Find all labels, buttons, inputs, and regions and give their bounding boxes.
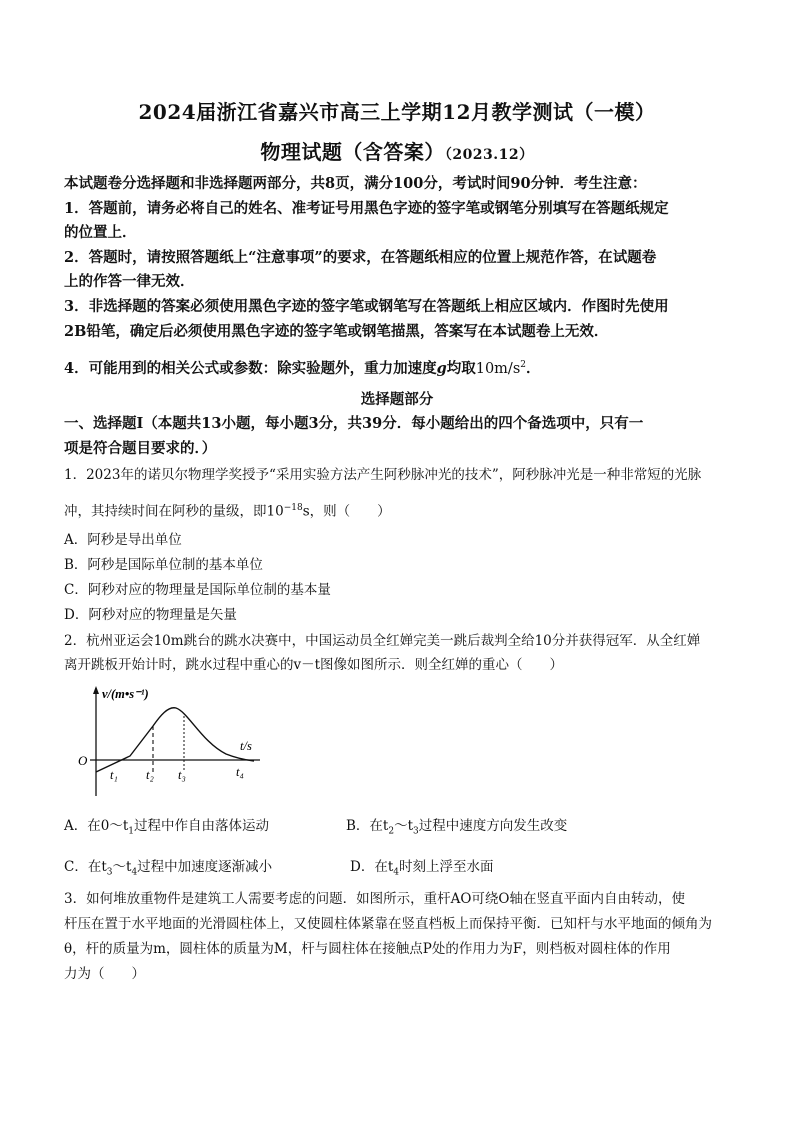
q2-option-b-mid: ～t <box>394 818 414 834</box>
q3-line-1: 3．如何堆放重物件是建筑工人需要考虑的问题．如图所示，重杆AO可绕O轴在竖直平面内自由转动，使 <box>64 891 685 907</box>
q2-line-2: 离开跳板开始计时，跳水过程中重心的v－t图像如图所示．则全红婵的重心（ ） <box>64 657 564 673</box>
q2-line-1: 2．杭州亚运会10m跳台的跳水决赛中，中国运动员全红婵完美一跳后裁判全给10分并获得冠军．从全红婵 <box>64 633 701 649</box>
notice-item-3-line-2: 2B铅笔，确定后必须使用黑色字迹的签字笔或钢笔描黑，答案写在本试题卷上无效． <box>64 323 609 340</box>
q1-option-a: A．阿秒是导出单位 <box>64 532 182 548</box>
q2-option-a <box>64 814 269 837</box>
notice-item-1-line-2: 的位置上． <box>64 224 137 241</box>
notice-item-4-value: 10m/s <box>475 360 521 377</box>
q2-option-b-sub-2: 3 <box>413 826 419 837</box>
vt-graph-tick-t4: t₄ <box>236 765 244 779</box>
notice-item-4-exp: 2 <box>520 360 526 370</box>
q2-option-a-sub: 1 <box>128 826 134 837</box>
q3-line-4: 力为（ ） <box>64 966 145 982</box>
vt-graph-tick-t2: t₂ <box>146 768 154 782</box>
q2-option-d <box>350 855 493 878</box>
q2-option-d-suffix: 时刻上浮至水面 <box>398 859 494 875</box>
part1-instructions-line-1: 一、选择题Ⅰ（本题共13小题，每小题3分，共39分．每小题给出的四个备选项中，只有一 <box>64 415 644 432</box>
q1-option-c: C．阿秒对应的物理量是国际单位制的基本量 <box>64 582 331 598</box>
q2-option-b-prefix: B．在t <box>346 818 389 834</box>
q2-option-b-sub-1: 2 <box>388 826 395 837</box>
q2-option-c-mid: ～t <box>112 859 132 875</box>
notice-intro: 本试题卷分选择题和非选择题两部分，共8页，满分100分，考试时间90分钟．考生注意： <box>64 175 647 192</box>
q1-line-2-suffix: s，则（ ） <box>302 503 391 520</box>
vt-graph-tick-t3: t₃ <box>178 768 186 782</box>
q2-option-c-suffix: 过程中加速度逐渐减小 <box>137 859 273 875</box>
exam-title: 2024届浙江省嘉兴市高三上学期12月教学测试（一模） <box>138 100 656 124</box>
q1-line-2 <box>64 497 744 523</box>
vt-graph-curve <box>96 708 254 772</box>
notice-item-2-line-2: 上的作答一律无效． <box>64 273 195 290</box>
q2-option-d-prefix: D．在t <box>350 859 394 875</box>
q1-option-d: D．阿秒对应的物理量是矢量 <box>64 607 237 623</box>
notice-item-4-var: g <box>436 359 447 377</box>
vt-graph-xlabel: t/s <box>240 739 252 753</box>
q3-line-3: θ，杆的质量为m，圆柱体的质量为M，杆与圆柱体在接触点P处的作用力为F，则档板对圆柱体的作用 <box>64 941 671 957</box>
q2-option-d-sub: 4 <box>393 867 399 878</box>
q1-line-2-prefix: 冲，其持续时间在阿秒的量级，即10 <box>64 503 284 520</box>
part1-instructions-line-2: 项是符合题目要求的．） <box>64 440 217 457</box>
notice-item-4-mid: 均取 <box>446 359 476 377</box>
q3-line-2: 杆压在置于水平地面的光滑圆柱体上，又使圆柱体紧靠在竖直档板上而保持平衡．已知杆与水平地面的倾角为 <box>64 916 712 932</box>
q2-option-a-suffix: 过程中作自由落体运动 <box>134 818 269 834</box>
q2-option-c-prefix: C．在t <box>64 859 107 875</box>
q2-option-c-sub-1: 3 <box>106 867 113 878</box>
q1-line-2-exp: −18 <box>283 503 303 513</box>
subtitle-date: （2023.12） <box>444 147 534 163</box>
q2-option-b-suffix: 过程中速度方向发生改变 <box>418 818 568 834</box>
vt-graph-v-arrow <box>93 686 99 694</box>
notice-item-3-line-1: 3．非选择题的答案必须使用黑色字迹的签字笔或钢笔写在答题纸上相应区域内．作图时先使用 <box>64 298 669 315</box>
q2-option-b <box>346 814 567 837</box>
vt-graph-origin: O <box>78 753 88 768</box>
q1-line-1: 1．2023年的诺贝尔物理学奖授予“采用实验方法产生阿秒脉冲光的技术”，阿秒脉冲光是一种非常短的光脉 <box>64 467 702 483</box>
notice-item-1-line-1: 1．答题前，请务必将自己的姓名、准考证号用黑色字迹的签字笔或钢笔分别填写在答题纸规定 <box>64 200 669 217</box>
section-heading: 选择题部分 <box>360 391 434 408</box>
vt-graph-ylabel: v/(m•s⁻¹) <box>102 687 149 701</box>
notice-item-2-line-1: 2．答题时，请按照答题纸上“注意事项”的要求，在答题纸相应的位置上规范作答，在试题卷 <box>64 249 657 266</box>
q1-option-b: B．阿秒是国际单位制的基本单位 <box>64 557 263 573</box>
exam-subtitle <box>0 136 794 165</box>
q2-option-c <box>64 855 272 878</box>
q2-option-c-sub-2: 4 <box>131 867 138 878</box>
notice-item-4 <box>64 353 744 381</box>
notice-item-4-suffix: ． <box>526 359 541 377</box>
subtitle-text: 物理试题（含答案） <box>260 140 445 164</box>
vt-graph-tick-t1: t₁ <box>110 768 118 782</box>
vt-graph <box>76 684 262 800</box>
notice-item-4-prefix: 4．可能用到的相关公式或参数：除实验题外，重力加速度 <box>64 359 437 377</box>
q2-option-a-prefix: A．在0～t <box>64 818 129 834</box>
